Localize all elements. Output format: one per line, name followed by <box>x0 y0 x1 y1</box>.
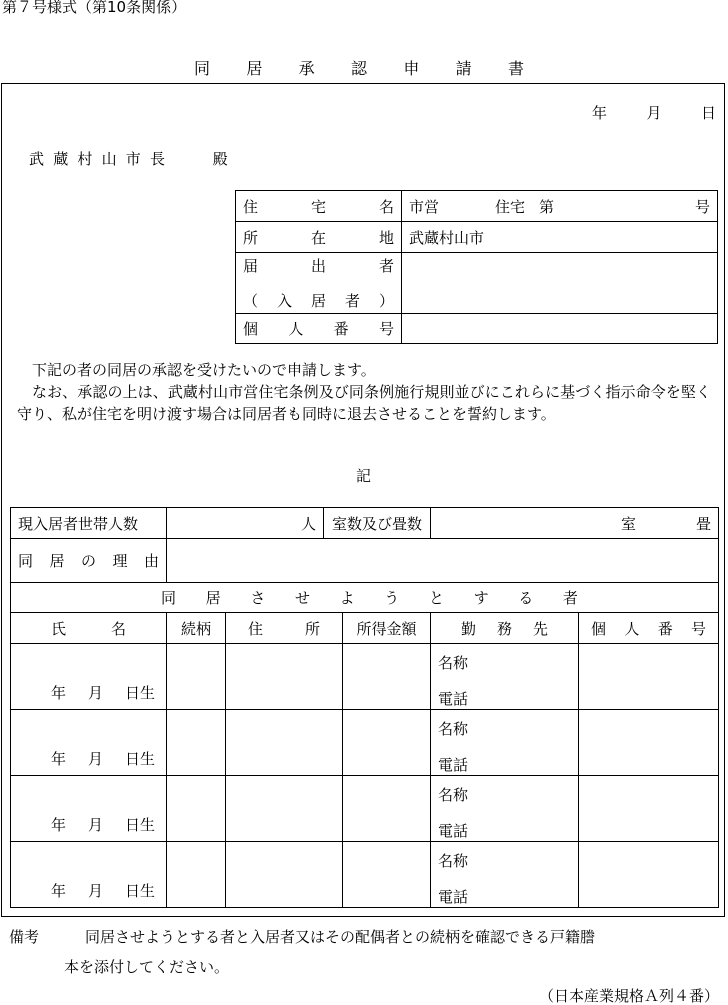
title-char: 認 <box>350 59 367 78</box>
reason-label-char: 居 <box>49 552 65 570</box>
housing-name-label-char: 名 <box>378 197 394 216</box>
cohabitant-header-char: す <box>473 589 489 607</box>
date-char: 日 <box>700 104 716 122</box>
birth-month: 月 <box>88 750 104 768</box>
entry-personal-number[interactable] <box>579 710 719 776</box>
label-personal-number <box>236 314 402 344</box>
label-applicant <box>236 253 402 314</box>
cohabitant-row <box>11 710 719 776</box>
col-workplace-char: 務 <box>497 619 513 638</box>
col-address-char: 住 <box>248 619 264 638</box>
col-income: 所得金額 <box>343 613 431 644</box>
addressee-char: 山 <box>101 150 117 168</box>
birth-month: 月 <box>88 882 104 900</box>
location-label-char: 在 <box>310 228 326 247</box>
resident-label-char: 居 <box>310 292 326 310</box>
personal-number-label-char: 番 <box>333 320 349 338</box>
entry-relation[interactable] <box>167 776 226 842</box>
birth-year: 年 <box>51 816 67 834</box>
title-char: 承 <box>298 59 315 78</box>
reason-label-char: 由 <box>143 552 159 570</box>
work-name-label: 名称 <box>438 720 469 738</box>
cohabitant-header-char: う <box>384 589 400 607</box>
entry-name[interactable] <box>11 842 167 908</box>
value-housing-name[interactable] <box>402 191 718 222</box>
work-phone-label: 電話 <box>438 756 469 774</box>
cohabitant-row <box>11 776 719 842</box>
cohabitant-header <box>11 583 719 613</box>
work-name-label: 名称 <box>438 786 469 804</box>
resident-label-char: ） <box>378 292 394 310</box>
housing-city-prefix: 市営 <box>409 197 440 216</box>
addressee <box>29 152 228 167</box>
housing-name-label-char: 住 <box>243 197 259 216</box>
entry-address[interactable] <box>226 644 343 710</box>
form-title <box>194 61 524 77</box>
household-label: 現入居者世帯人数 <box>11 508 167 539</box>
cohabitant-header-char: と <box>428 589 444 607</box>
birth-year: 年 <box>51 750 67 768</box>
cohabitant-header-char: る <box>518 589 534 607</box>
cohabitant-header-char: 者 <box>562 589 578 607</box>
col-name-char: 氏 <box>51 619 67 638</box>
birth-day: 日生 <box>125 882 156 900</box>
resident-label-char: 入 <box>276 292 292 310</box>
date-fields <box>592 106 716 121</box>
title-char: 同 <box>194 59 211 78</box>
reason-label <box>11 539 167 583</box>
reason-label-char: の <box>80 552 96 570</box>
cohabitant-header-char: せ <box>294 589 310 607</box>
addressee-honorific: 殿 <box>212 150 228 168</box>
note-line-1: 同居させようとする者と入居者又はその配偶者との続柄を確認できる戸籍謄 <box>85 928 596 946</box>
cohabitant-header-char: 居 <box>205 589 221 607</box>
location-label-char: 所 <box>243 228 259 247</box>
housing-go: 号 <box>694 197 710 216</box>
title-char: 居 <box>246 59 263 78</box>
entry-personal-number[interactable] <box>579 644 719 710</box>
entry-workplace[interactable] <box>431 710 579 776</box>
addressee-char: 長 <box>149 150 165 168</box>
birth-day: 日生 <box>125 750 156 768</box>
entry-income[interactable] <box>343 842 431 908</box>
birth-month: 月 <box>88 684 104 702</box>
entry-workplace[interactable] <box>431 644 579 710</box>
rooms-unit: 室 <box>621 514 637 533</box>
personal-number-label-char: 人 <box>288 320 304 338</box>
entry-relation[interactable] <box>167 842 226 908</box>
entry-relation[interactable] <box>167 710 226 776</box>
col-workplace <box>431 613 579 644</box>
birth-day: 日生 <box>125 684 156 702</box>
housing-suffix: 住宅 <box>495 197 526 216</box>
rooms-value[interactable] <box>431 508 719 539</box>
entry-relation[interactable] <box>167 644 226 710</box>
mats-unit: 畳 <box>696 514 712 533</box>
col-number-char: 人 <box>624 619 640 638</box>
location-label-char: 地 <box>378 228 394 247</box>
entry-personal-number[interactable] <box>579 842 719 908</box>
cohabitant-row <box>11 644 719 710</box>
title-char: 書 <box>507 59 524 78</box>
rooms-label: 室数及び畳数 <box>324 508 431 539</box>
value-personal-number[interactable] <box>402 314 718 344</box>
addressee-char: 蔵 <box>53 150 69 168</box>
reason-label-char: 理 <box>112 552 128 570</box>
reason-label-char: 同 <box>18 552 34 570</box>
birth-year: 年 <box>51 684 67 702</box>
addressee-char: 武 <box>29 150 45 168</box>
work-name-label: 名称 <box>438 852 469 870</box>
note-line-2: 本を添付してください。 <box>64 958 230 976</box>
title-char: 申 <box>403 59 420 78</box>
col-workplace-char: 勤 <box>461 619 477 638</box>
entry-address[interactable] <box>226 776 343 842</box>
housing-name-label-char: 宅 <box>310 197 326 216</box>
value-applicant[interactable] <box>402 253 718 314</box>
col-number-char: 号 <box>691 619 707 638</box>
date-char: 年 <box>592 104 608 122</box>
entry-name[interactable] <box>11 776 167 842</box>
date-char: 月 <box>646 104 662 122</box>
entry-address[interactable] <box>226 710 343 776</box>
entry-name[interactable] <box>11 710 167 776</box>
col-name <box>11 613 167 644</box>
note-label: 備考 <box>9 928 40 946</box>
entry-income[interactable] <box>343 644 431 710</box>
resident-label-char: 者 <box>344 292 360 310</box>
detail-table <box>10 507 719 908</box>
col-address-char: 所 <box>305 619 321 638</box>
reason-value[interactable] <box>167 539 719 583</box>
work-phone-label: 電話 <box>438 888 469 906</box>
resident-label-char: （ <box>243 292 259 310</box>
value-location[interactable]: 武蔵村山市 <box>402 222 718 253</box>
col-name-char: 名 <box>110 619 126 638</box>
personal-number-label-char: 号 <box>378 320 394 338</box>
col-number-char: 番 <box>657 619 673 638</box>
col-relation: 続柄 <box>167 613 226 644</box>
pledge-paragraph: なお、承認の上は、武蔵村山市営住宅条例及び同条例施行規則並びにこれらに基づく指示命令を堅く守り、私が住宅を明け渡す場合は同居者も同時に退去させることを誓約します。 <box>17 383 711 423</box>
entry-personal-number[interactable] <box>579 776 719 842</box>
col-personal-number <box>579 613 719 644</box>
household-count[interactable]: 人 <box>167 508 324 539</box>
addressee-name <box>29 152 165 167</box>
col-address <box>226 613 343 644</box>
col-number-char: 個 <box>591 619 607 638</box>
addressee-char: 村 <box>77 150 93 168</box>
applicant-table <box>235 190 718 344</box>
birth-day: 日生 <box>125 816 156 834</box>
col-workplace-char: 先 <box>533 619 549 638</box>
ki-heading: 記 <box>356 467 372 485</box>
request-paragraph: 下記の者の同居の承認を受けたいので申請します。 <box>32 361 376 379</box>
personal-number-label-char: 個 <box>243 320 259 338</box>
paper-size-note: （日本産業規格Ａ列４番） <box>538 987 719 1005</box>
cohabitant-row <box>11 842 719 908</box>
entry-address[interactable] <box>226 842 343 908</box>
work-phone-label: 電話 <box>438 690 469 708</box>
label-housing-name <box>236 191 402 222</box>
entry-income[interactable] <box>343 710 431 776</box>
cohabitant-header-char: 同 <box>161 589 177 607</box>
work-name-label: 名称 <box>438 654 469 672</box>
entry-name[interactable] <box>11 644 167 710</box>
form-number: 第７号様式（第10条関係） <box>2 0 187 16</box>
work-phone-label: 電話 <box>438 822 469 840</box>
housing-dai: 第 <box>539 197 555 216</box>
label-location <box>236 222 402 253</box>
applicant-label-char: 届 <box>243 257 259 275</box>
birth-year: 年 <box>51 882 67 900</box>
body-text <box>17 359 711 425</box>
title-char: 請 <box>455 59 472 78</box>
birth-month: 月 <box>88 816 104 834</box>
cohabitant-header-char: さ <box>250 589 266 607</box>
applicant-label-char: 者 <box>378 257 394 275</box>
entry-income[interactable] <box>343 776 431 842</box>
addressee-char: 市 <box>125 150 141 168</box>
applicant-label-char: 出 <box>310 257 326 275</box>
entry-workplace[interactable] <box>431 842 579 908</box>
cohabitant-header-char: よ <box>339 589 355 607</box>
entry-workplace[interactable] <box>431 776 579 842</box>
